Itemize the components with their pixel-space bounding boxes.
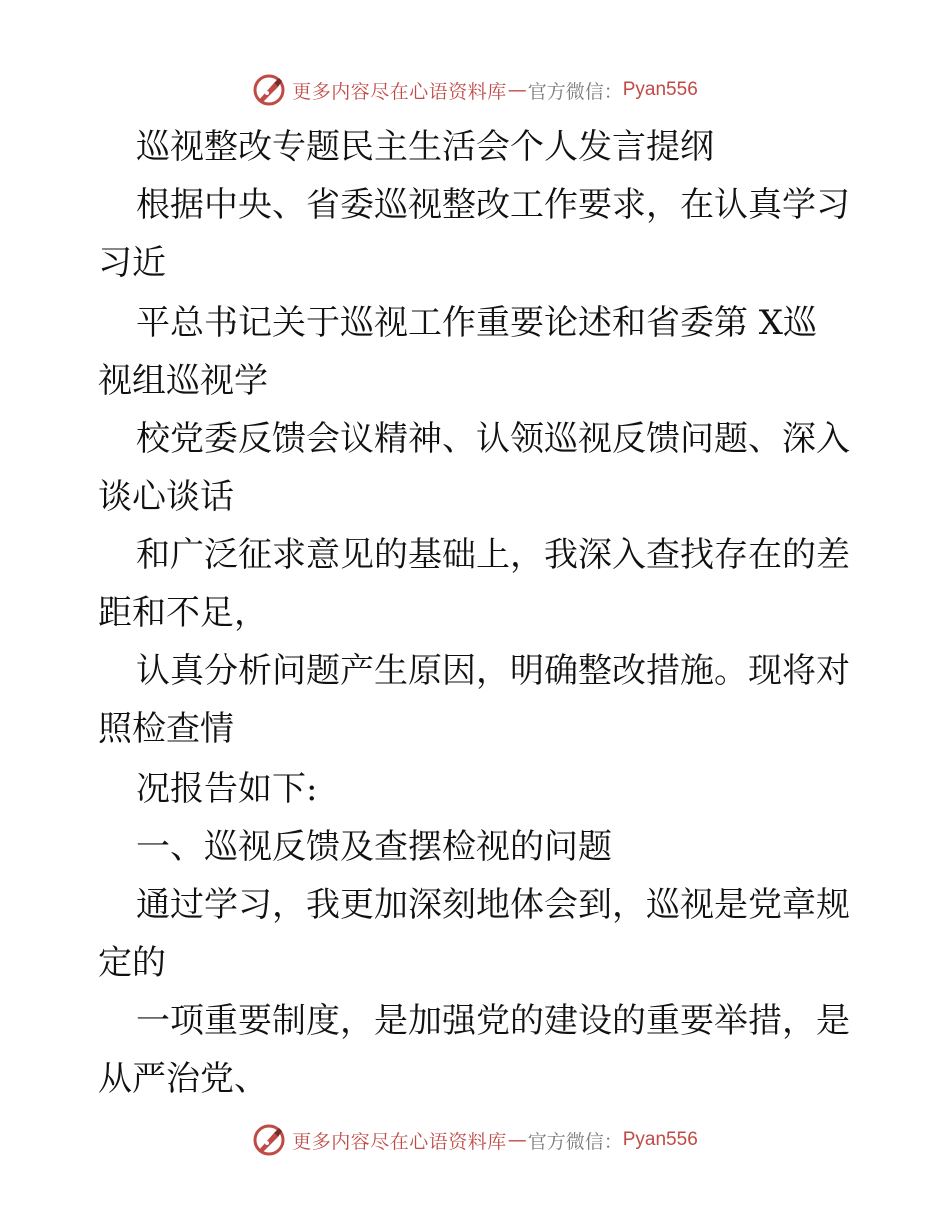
pen-logo-icon xyxy=(252,73,286,107)
text-line: 谈心谈话 xyxy=(98,477,234,517)
text-line: 校党委反馈会议精神、认领巡视反馈问题、深入 xyxy=(136,419,850,459)
text-line: 照检查情 xyxy=(98,709,234,749)
wechat-label: 官方微信： xyxy=(527,1130,623,1153)
section-heading: 一、巡视反馈及查摆检视的问题 xyxy=(136,827,612,867)
header-banner xyxy=(0,70,950,110)
text-line: 定的 xyxy=(98,943,166,983)
text-line: 平总书记关于巡视工作重要论述和省委第 X巡 xyxy=(136,303,818,343)
banner-separator: — xyxy=(507,1129,527,1151)
text-line: 从严治党、 xyxy=(98,1059,268,1099)
text-line: 距和不足， xyxy=(98,593,268,633)
text-line: 况报告如下: xyxy=(136,769,318,809)
banner-text: 更多内容尽在心语资料库 xyxy=(292,80,507,103)
text-line: 视组巡视学 xyxy=(98,361,268,401)
wechat-label: 官方微信： xyxy=(527,80,623,103)
wechat-id: Pyan556 xyxy=(622,79,698,100)
document-title: 巡视整改专题民主生活会个人发言提纲 xyxy=(136,127,714,167)
footer-banner xyxy=(0,1120,950,1160)
text-line: 和广泛征求意见的基础上，我深入查找存在的差 xyxy=(136,535,850,575)
text-line: 根据中央、省委巡视整改工作要求，在认真学习 xyxy=(136,185,850,225)
text-line: 习近 xyxy=(98,243,166,283)
text-line: 认真分析问题产生原因，明确整改措施。现将对 xyxy=(136,651,850,691)
text-line: 通过学习，我更加深刻地体会到，巡视是党章规 xyxy=(136,885,850,925)
banner-separator: — xyxy=(507,79,527,101)
banner-text: 更多内容尽在心语资料库 xyxy=(292,1130,507,1153)
pen-logo-icon xyxy=(252,1123,286,1157)
text-line: 一项重要制度，是加强党的建设的重要举措，是 xyxy=(136,1001,850,1041)
wechat-id: Pyan556 xyxy=(622,1129,698,1150)
